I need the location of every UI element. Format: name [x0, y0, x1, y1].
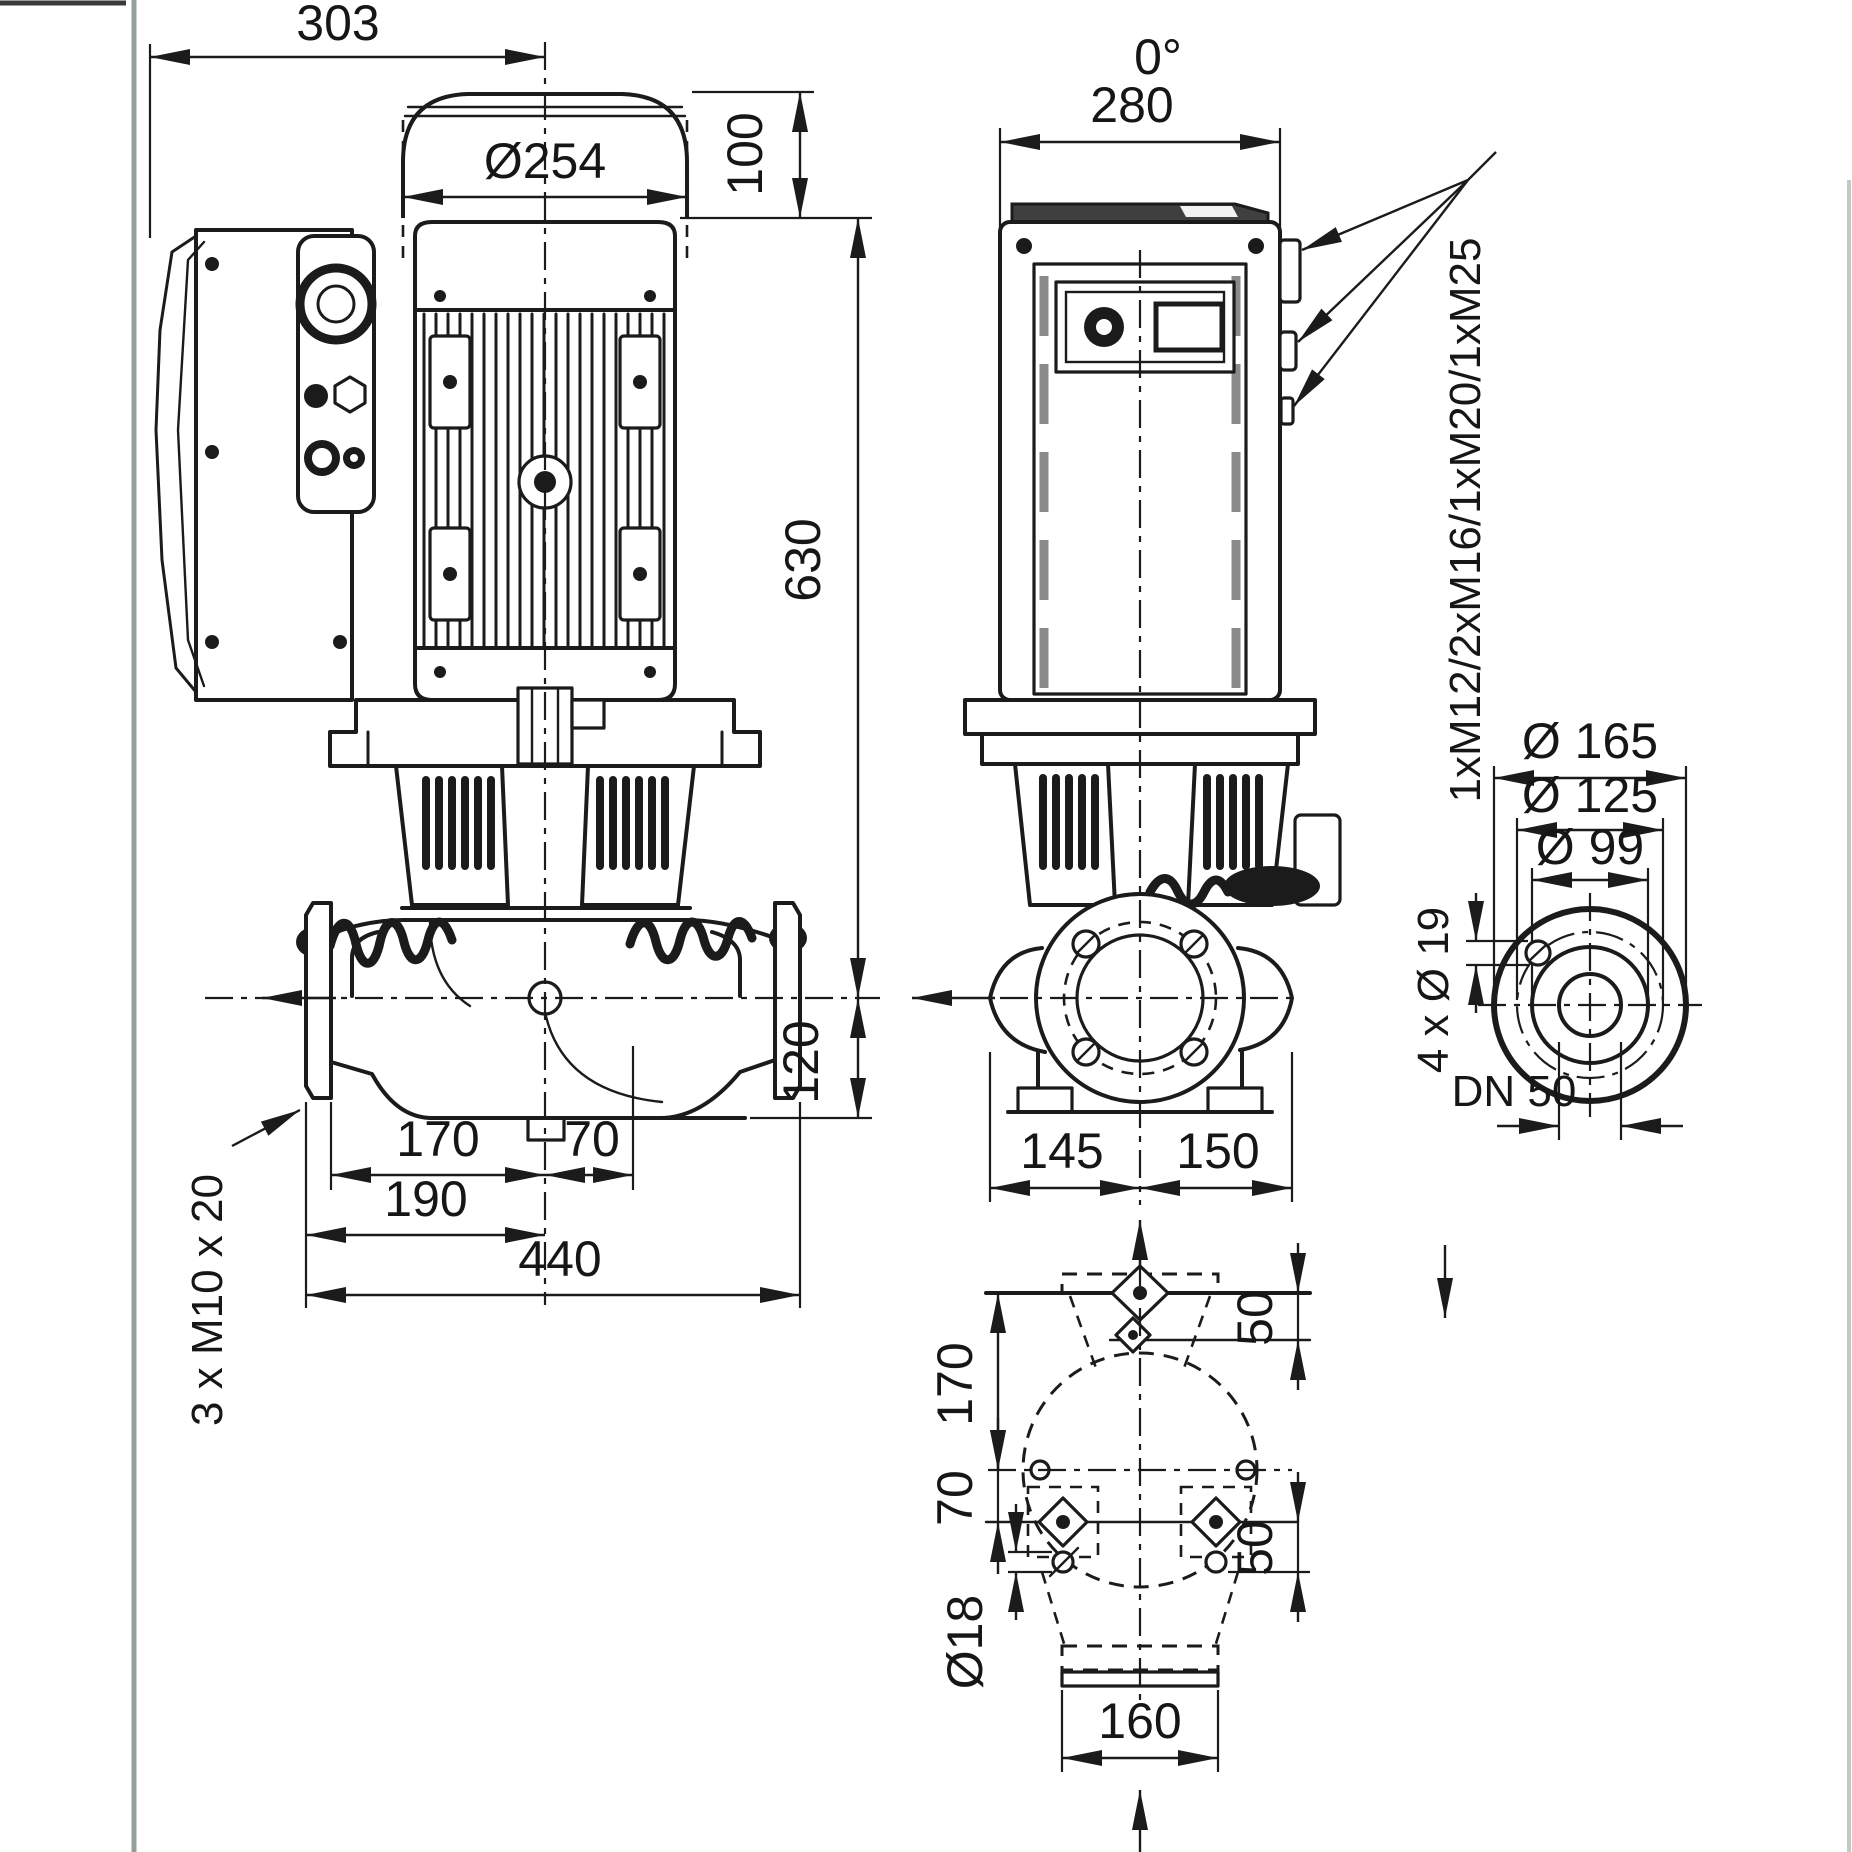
dim-440-label: 440 [518, 1231, 602, 1287]
cable-gland-1 [1280, 240, 1300, 302]
cable-gland-note: 1xM12/2xM16/1xM20/1xM25 [1441, 237, 1490, 803]
dim-280-label: 280 [1090, 77, 1174, 133]
dim-dia254-label: Ø254 [483, 133, 607, 189]
dim-dia125-label: Ø 125 [1521, 767, 1659, 823]
display [1156, 304, 1222, 350]
angle-0-label: 0° [1134, 29, 1182, 85]
dim-630-label: 630 [775, 518, 831, 602]
dim-150-label: 150 [1176, 1123, 1260, 1179]
module-lid-edge [156, 236, 196, 692]
cable-gland-leader [1294, 152, 1496, 802]
dim-160 [1062, 1690, 1218, 1772]
foot-view [927, 1243, 1310, 1852]
dim-50-top-label: 50 [1227, 1290, 1283, 1346]
dim-145-label: 145 [1020, 1123, 1104, 1179]
front-view [150, 0, 995, 1426]
dim-dia99-label: Ø 99 [1535, 819, 1645, 875]
dim-50-top [1227, 1243, 1298, 1390]
dim-50-bottom-label: 50 [1227, 1520, 1283, 1576]
note-4x19 [1409, 893, 1530, 1073]
dim-303-label: 303 [296, 0, 380, 51]
electronics-module-front [156, 230, 374, 700]
dim-70-foot-label: 70 [927, 1470, 983, 1526]
dim-190-label: 190 [384, 1171, 468, 1227]
dim-120-label: 120 [773, 1020, 829, 1104]
note-m10-label: 3 x M10 x 20 [183, 1174, 232, 1426]
dim-170-front-label: 170 [396, 1111, 480, 1167]
dim-dia165-label: Ø 165 [1521, 713, 1659, 769]
dim-170-foot-label: 170 [927, 1342, 983, 1426]
side-view [965, 29, 1496, 1298]
dim-dia18-label: Ø18 [937, 1594, 993, 1690]
dim-70-front-label: 70 [564, 1111, 620, 1167]
dim-630 [775, 218, 858, 998]
side-lower-unit [965, 700, 1340, 1112]
dim-dn50-label: DN 50 [1451, 1067, 1577, 1116]
dim-170-foot [927, 1293, 998, 1470]
hex-plug [335, 377, 365, 412]
electronics-module-face [1000, 204, 1300, 700]
cable-gland-2 [1280, 332, 1296, 370]
dim-100-label: 100 [717, 112, 773, 196]
dim-dia18 [937, 1504, 1052, 1689]
note-4x19-label: 4 x Ø 19 [1409, 906, 1458, 1074]
dim-120 [750, 998, 872, 1118]
suction-flange [306, 903, 331, 1098]
dim-100 [680, 92, 872, 218]
dim-50-bottom [1227, 1472, 1310, 1622]
dim-160-label: 160 [1098, 1693, 1182, 1749]
cable-gland-3 [1281, 398, 1293, 424]
dim-70-foot [927, 1418, 998, 1574]
flange-view [1409, 713, 1702, 1318]
note-m10-leader [183, 1110, 300, 1426]
